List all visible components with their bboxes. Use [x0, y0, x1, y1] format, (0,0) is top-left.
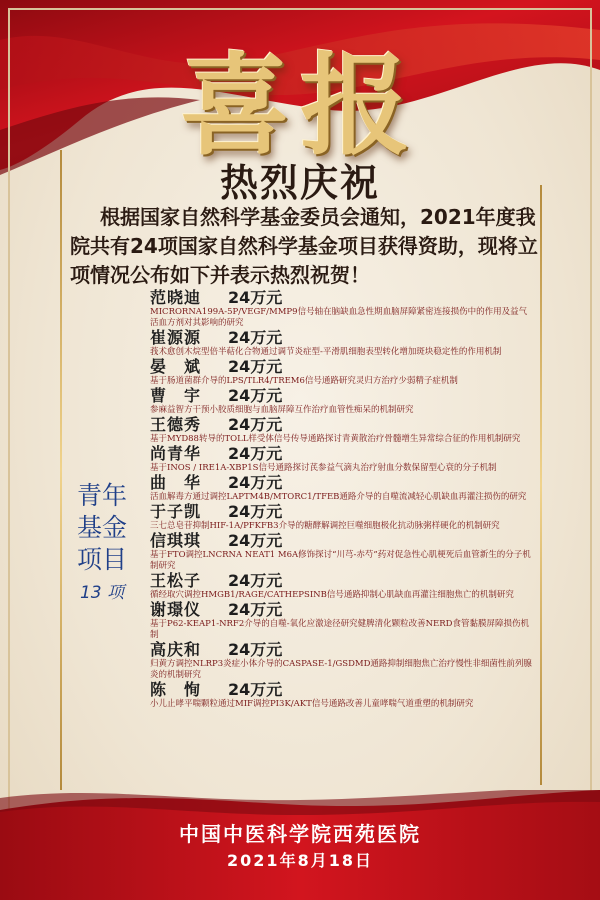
project-item: [150, 572, 535, 601]
project-item: [150, 358, 535, 387]
grant-amount: 24万元: [228, 640, 283, 659]
project-title: 循经取穴调控HMGB1/RAGE/CATHEPSINB信号通路抑制心肌缺血再灌注细胞焦亡的机制研究: [150, 590, 514, 600]
investigator-name: 于子凯: [150, 502, 202, 521]
investigator-name: 晏 斌: [150, 357, 202, 376]
intro-text: 根据国家自然科学基金委员会通知，2021年度我院共有24项国家自然科学基金项目获得资助，现将立项情况公布如下并表示热烈祝贺！: [70, 205, 538, 287]
project-title: 小儿止哮平喘颗粒通过MIF调控PI3K/AKT信号通路改善儿童哮喘气道重塑的机制研究: [150, 699, 474, 709]
investigator-name: 崔源源: [150, 328, 202, 347]
organization-name: 中国中医科学院西苑医院: [179, 822, 421, 846]
investigator-name: 曲 华: [150, 473, 202, 492]
project-title: 参麻益智方干预小胶质细胞与血脑屏障互作治疗血管性痴呆的机制研究: [150, 405, 414, 415]
investigator-name: 范晓迪: [150, 288, 202, 307]
grant-amount: 24万元: [228, 444, 283, 463]
gold-line-left: [60, 150, 62, 790]
project-title: 归黄方调控NLRP3炎症小体介导的CASPASE-1/GSDMD通路抑制细胞焦亡治疗慢性非细菌性前列腺炎的机制研究: [150, 659, 532, 680]
investigator-name: 高庆和: [150, 640, 202, 659]
grant-amount: 24万元: [228, 531, 283, 550]
grant-amount: 24万元: [228, 600, 283, 619]
investigator-name: 王德秀: [150, 415, 202, 434]
investigator-name: 王松子: [150, 571, 202, 590]
category-line-1: 青年: [76, 481, 127, 510]
investigator-name: 尚青华: [150, 444, 202, 463]
grant-amount: 24万元: [228, 328, 283, 347]
project-item: [150, 503, 535, 532]
investigator-name: 曹 宇: [150, 386, 202, 405]
intro-paragraph: [70, 203, 540, 290]
grant-amount: 24万元: [228, 288, 283, 307]
project-item: [150, 641, 535, 681]
project-title: 莪术愈创木烷型倍半萜化合物通过调节炎症型-平滑肌细胞表型转化增加斑块稳定性的作用机制: [150, 347, 502, 357]
gold-line-right: [540, 185, 542, 785]
project-item: [150, 601, 535, 641]
investigator-name: 谢璟仪: [150, 600, 202, 619]
category-line-2: 基金: [76, 513, 127, 542]
project-title: 基于INOS / IRE1Α-XBP1S信号通路探讨芪参益气滴丸治疗射血分数保留型心衰的分子机制: [150, 463, 497, 473]
project-list: [150, 289, 535, 710]
investigator-name: 信琪琪: [150, 531, 202, 550]
project-item: [150, 681, 535, 710]
announcement-date: 2021年8月18日: [227, 851, 373, 870]
main-title: 喜报: [180, 41, 420, 170]
grant-amount: 24万元: [228, 415, 283, 434]
grant-amount: 24万元: [228, 473, 283, 492]
project-item: [150, 474, 535, 503]
project-title: 基于MYD88转导的TOLL样受体信号传导通路探讨青黄散治疗骨髓增生异常综合征的作用机制研究: [150, 434, 521, 444]
category-line-3: 项目: [76, 545, 127, 574]
project-title: 基于FTO调控LNCRNA NEAT1 M6A修饰探讨“川芎-赤芍”药对促急性心肌梗死后血管新生的分子机制研究: [150, 550, 531, 571]
project-title: 活血解毒方通过调控LAPTM4B/MTORC1/TFEB通路介导的自噬流减轻心肌缺血再灌注损伤的研究: [150, 492, 527, 502]
grant-amount: 24万元: [228, 357, 283, 376]
grant-amount: 24万元: [228, 502, 283, 521]
subtitle: 热烈庆祝: [219, 161, 380, 205]
project-item: [150, 445, 535, 474]
grant-amount: 24万元: [228, 386, 283, 405]
project-item: [150, 532, 535, 572]
project-item: [150, 387, 535, 416]
grant-amount: 24万元: [228, 571, 283, 590]
project-title: 基于肠道菌群介导的LPS/TLR4/TREM6信号通路研究灵归方治疗少弱精子症机制: [150, 376, 458, 386]
project-title: 基于P62-KEAP1-NRF2介导的自噬-氧化应激途径研究健脾清化颗粒改善NERD食管黏膜屏障损伤机制: [150, 619, 529, 640]
project-item: [150, 416, 535, 445]
project-item: [150, 329, 535, 358]
project-title: MICRORNA199A-5P/VEGF/MMP9信号轴在脑缺血急性期血脑屏障紧密连接损伤中的作用及益气活血方剂对其影响的研究: [150, 307, 528, 328]
investigator-name: 陈 恂: [150, 680, 202, 699]
category-count: 13 项: [79, 583, 125, 603]
project-title: 三七总皂苷抑制HIF-1Α/PFKFB3介导的糖酵解调控巨噬细胞极化抗动脉粥样硬化的机制研究: [150, 521, 500, 531]
grant-amount: 24万元: [228, 680, 283, 699]
category-label: [62, 480, 142, 603]
project-item: [150, 289, 535, 329]
